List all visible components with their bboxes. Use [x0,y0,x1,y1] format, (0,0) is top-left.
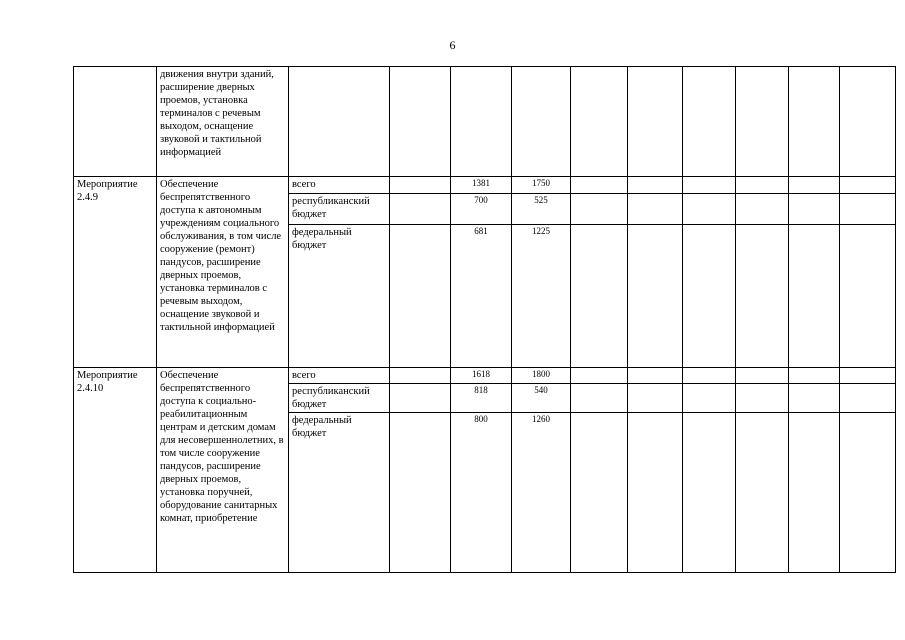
value-cell: 700 [451,194,512,225]
description-cell: движения внутри зданий, расширение дверных проемов, установка терминалов с речевым выходом, оснащение звуковой и тактильной информацией [157,67,289,177]
source-cell [289,67,390,177]
source-label: всего [289,177,390,194]
value-cell [390,67,451,177]
value-cell: 800 [451,413,512,573]
measure-description: Обеспечение беспрепятственного доступа к социально-реабилитационным центрам и детским домам для несовершеннолетних, в том числе сооружение пандусов, расширение дверных проемов, установка поручней, оборудование санитарных комнат, приобретение [157,368,289,573]
value-cell: 1225 [512,225,571,368]
value-cell [390,368,451,384]
value-cell [390,225,451,368]
value-cell [390,194,451,225]
measure-code: Мероприятие 2.4.10 [74,368,157,573]
code-cell [74,67,157,177]
source-label: федеральный бюджет [289,225,390,368]
value-cell: 540 [512,384,571,413]
measure-code: Мероприятие 2.4.9 [74,177,157,368]
measure-description: Обеспечение беспрепятственного доступа к автономным учреждениям социального обслуживания, в том числе сооружение (ремонт) пандусов, расширение дверных проемов, установка терминалов с речевым выходом, оснащение звуковой и тактильной информацией [157,177,289,368]
value-cell: 1618 [451,368,512,384]
value-cell [451,67,512,177]
value-cell: 1800 [512,368,571,384]
value-cell: 1381 [451,177,512,194]
source-label: всего [289,368,390,384]
value-cell: 525 [512,194,571,225]
value-cell: 681 [451,225,512,368]
value-cell: 1260 [512,413,571,573]
source-label: федеральный бюджет [289,413,390,573]
table-row [74,177,896,194]
value-cell [390,177,451,194]
table-row [74,368,896,384]
budget-table [73,66,896,573]
source-label: республиканский бюджет [289,384,390,413]
table-row [74,67,896,177]
value-cell: 1750 [512,177,571,194]
source-label: республиканский бюджет [289,194,390,225]
value-cell [390,413,451,573]
value-cell: 818 [451,384,512,413]
page-number: 6 [449,38,456,52]
value-cell [390,384,451,413]
